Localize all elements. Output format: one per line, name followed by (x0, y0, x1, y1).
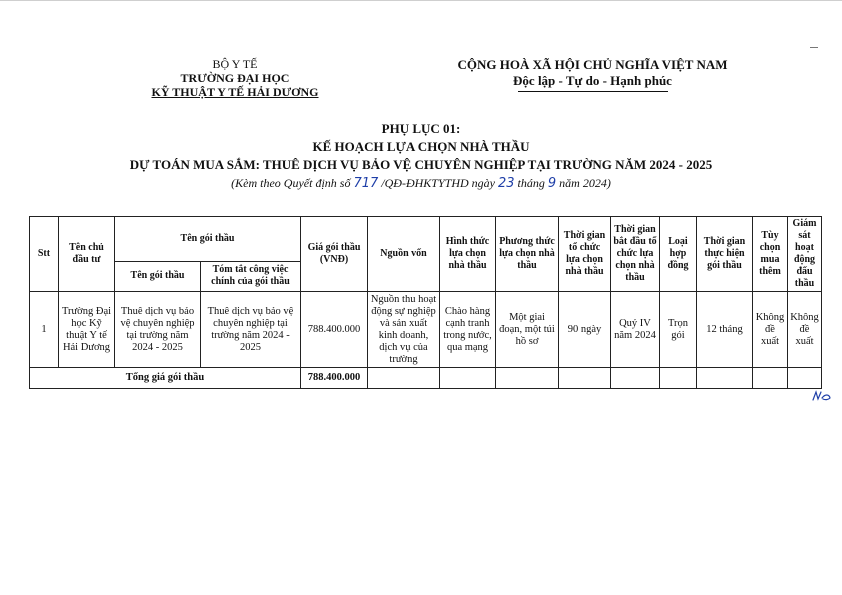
document-title (100, 120, 742, 193)
country-name: CỘNG HOÀ XÃ HỘI CHỦ NGHĨA VIỆT NAM (457, 57, 728, 72)
header-package-summary: Tóm tắt công việc chính của gói thầu (201, 261, 301, 291)
header-options: Tùy chọn mua thêm (753, 217, 788, 292)
cell-package-name: Thuê dịch vụ bảo vệ chuyên nghiệp tại trường năm 2024 - 2025 (115, 292, 201, 368)
header-supervision: Giám sát hoạt động đấu thầu (788, 217, 822, 292)
handwritten-day: 23 (497, 176, 515, 191)
cell-duration: 12 tháng (697, 292, 753, 368)
cell-package-summary: Thuê dịch vụ bảo vệ chuyên nghiệp tại trường năm 2024 - 2025 (201, 292, 301, 368)
cell-stt: 1 (30, 292, 59, 368)
contractor-selection-table (29, 216, 822, 389)
handwritten-month: 9 (547, 176, 557, 191)
cell-selection-method: Một giai đoạn, một túi hồ sơ (496, 292, 559, 368)
header-selection-method: Phương thức lựa chọn nhà thầu (496, 217, 559, 292)
plan-title: KẾ HOẠCH LỰA CHỌN NHÀ THẦU (312, 139, 530, 154)
header-row-1 (30, 217, 822, 262)
header-investor: Tên chủ đầu tư (59, 217, 115, 292)
issuer-header (140, 57, 330, 99)
header-package-name: Tên gói thầu (115, 261, 201, 291)
cell-supervision: Không đề xuất (788, 292, 822, 368)
cell-start-time: Quý IV năm 2024 (611, 292, 660, 368)
cell-options: Không đề xuất (753, 292, 788, 368)
total-value: 788.400.000 (301, 368, 368, 389)
header-source: Nguồn vốn (368, 217, 440, 292)
header-selection-form: Hình thức lựa chọn nhà thầu (440, 217, 496, 292)
cell-investor: Trường Đại học Kỹ thuật Y tế Hải Dương (59, 292, 115, 368)
header-contract-type: Loại hợp đồng (660, 217, 697, 292)
total-label: Tổng giá gói thầu (30, 368, 301, 389)
ministry-name: BỘ Y TẾ (212, 57, 258, 71)
school-name-line2: KỸ THUẬT Y TẾ HẢI DƯƠNG (151, 85, 319, 99)
national-motto: Độc lập - Tự do - Hạnh phúc (513, 73, 672, 88)
header-package-group: Tên gói thầu (115, 217, 301, 262)
header-stt: Stt (30, 217, 59, 292)
national-header (450, 57, 735, 92)
signature-initials-icon (811, 388, 833, 404)
cell-selection-form: Chào hàng cạnh tranh trong nước, qua mạng (440, 292, 496, 368)
motto-underline (518, 91, 668, 92)
decision-reference: (Kèm theo Quyết định số 717 /QĐ-ĐHKTYTHD ngày 23 tháng 9 năm 2024) (231, 176, 611, 191)
header-duration: Thời gian thực hiện gói thầu (697, 217, 753, 292)
estimate-title: DỰ TOÁN MUA SẮM: THUÊ DỊCH VỤ BẢO VỆ CHUYÊN NGHIỆP TẠI TRƯỜNG NĂM 2024 - 2025 (129, 157, 713, 172)
cell-price: 788.400.000 (301, 292, 368, 368)
header-organize-time: Thời gian tổ chức lựa chọn nhà thầu (559, 217, 611, 292)
header-price: Giá gói thầu (VNĐ) (301, 217, 368, 292)
cell-source: Nguồn thu hoạt động sự nghiệp và sản xuất kinh doanh, dịch vụ của trường (368, 292, 440, 368)
total-row (30, 368, 822, 389)
handwritten-decision-number: 717 (353, 176, 379, 191)
cell-organize-time: 90 ngày (559, 292, 611, 368)
scan-edge-line (0, 0, 842, 1)
header-start-time: Thời gian bắt đầu tổ chức lựa chọn nhà thầu (611, 217, 660, 292)
scan-mark (810, 47, 818, 48)
school-name-line1: TRƯỜNG ĐẠI HỌC (180, 71, 290, 85)
cell-contract-type: Trọn gói (660, 292, 697, 368)
table-row (30, 292, 822, 368)
appendix-title: PHỤ LỤC 01: (381, 121, 461, 136)
